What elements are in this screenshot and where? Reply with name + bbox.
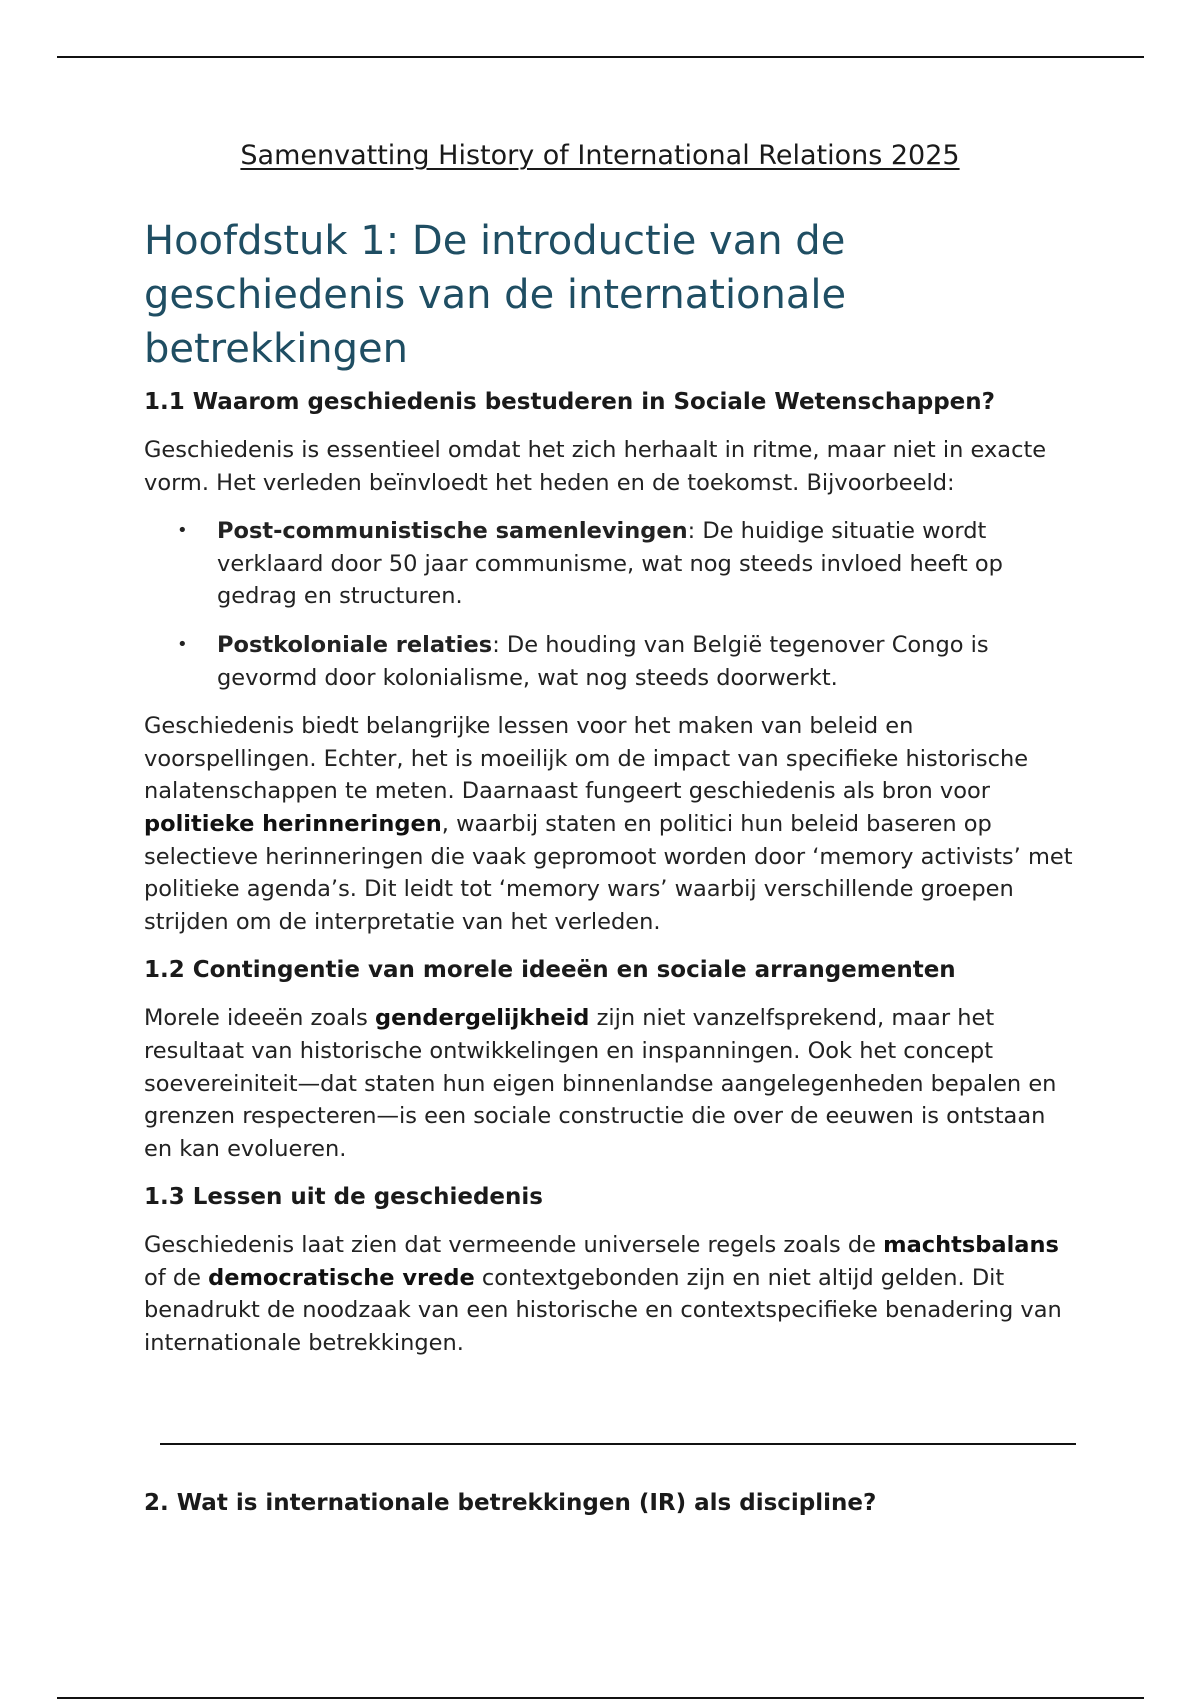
chapter-heading: Hoofdstuk 1: De introductie van de geschiedenis van de internationale betrekkingen xyxy=(144,218,847,372)
document-body xyxy=(144,214,1074,1376)
text-run: Geschiedenis biedt belangrijke lessen voor het maken van beleid en voorspellingen. Echter, het is moeilijk om de impact van specifieke historische nalatenschappen te meten. Daarnaast fungeert geschiedenis als bron voor xyxy=(144,713,1029,805)
list-item xyxy=(144,515,1074,613)
bullet-marker: • xyxy=(177,633,188,655)
bullet-term: Post-communistische samenlevingen xyxy=(217,518,688,545)
section-1-3-paragraph xyxy=(144,1229,1074,1359)
list-item xyxy=(144,629,1074,694)
bullet-text: : De houding van België tegenover Congo is gevormd door kolonialisme, wat nog steeds doorwerkt. xyxy=(217,631,989,691)
section-heading-1-3: 1.3 Lessen uit de geschiedenis xyxy=(144,1184,543,1211)
section-divider xyxy=(160,1443,1076,1445)
bold-term: gendergelijkheid xyxy=(375,1005,590,1032)
text-run: contextgebonden zijn en niet altijd gelden. Dit benadrukt de noodzaak van een historische en contextspecifieke benadering van internationale betrekkingen. xyxy=(144,1264,1062,1357)
bottom-page-rule xyxy=(57,1697,1144,1699)
text-run: of de xyxy=(144,1264,209,1291)
bold-term: machtsbalans xyxy=(883,1232,1059,1259)
section-1-1-paragraph-2 xyxy=(144,710,1074,938)
section-1-2-paragraph xyxy=(144,1002,1074,1165)
document-title: Samenvatting History of International Relations 2025 xyxy=(240,140,960,171)
bullet-term: Postkoloniale relaties xyxy=(217,631,493,658)
bullet-list xyxy=(144,515,1074,694)
bullet-marker: • xyxy=(177,520,188,542)
bold-term: democratische vrede xyxy=(208,1264,475,1291)
bold-term: politieke herinneringen xyxy=(144,810,442,837)
bullet-text: : De huidige situatie wordt verklaard door 50 jaar communisme, wat nog steeds invloed heeft op gedrag en structuren. xyxy=(217,518,1003,610)
text-run: Geschiedenis laat zien dat vermeende universele regels zoals de xyxy=(144,1232,884,1259)
section-heading-1-2: 1.2 Contingentie van morele ideeën en sociale arrangementen xyxy=(144,957,956,984)
text-run: , waarbij staten en politici hun beleid baseren op selectieve herinneringen die vaak gepromoot worden door ‘memory activists’ met politieke agenda’s. Dit leidt tot ‘memory wars’ waarbij verschillende groepen strijden om de interpretatie van het verleden. xyxy=(144,810,1073,935)
top-page-rule xyxy=(57,56,1144,58)
text-run: Morele ideeën zoals xyxy=(144,1005,375,1032)
section-1-1-intro: Geschiedenis is essentieel omdat het zich herhaalt in ritme, maar niet in exacte vorm. Het verleden beïnvloedt het heden en de toekomst. Bijvoorbeeld: xyxy=(144,437,1047,496)
text-run: zijn niet vanzelfsprekend, maar het resultaat van historische ontwikkelingen en inspanningen. Ook het concept soevereiniteit—dat staten hun eigen binnenlandse aangelegenheden bepalen en grenzen respecteren—is een sociale constructie die over de eeuwen is ontstaan en kan evolueren. xyxy=(144,1005,1057,1162)
section-heading-1-1: 1.1 Waarom geschiedenis bestuderen in Sociale Wetenschappen? xyxy=(144,389,995,415)
section-heading-2: 2. Wat is internationale betrekkingen (IR) als discipline? xyxy=(144,1490,877,1516)
